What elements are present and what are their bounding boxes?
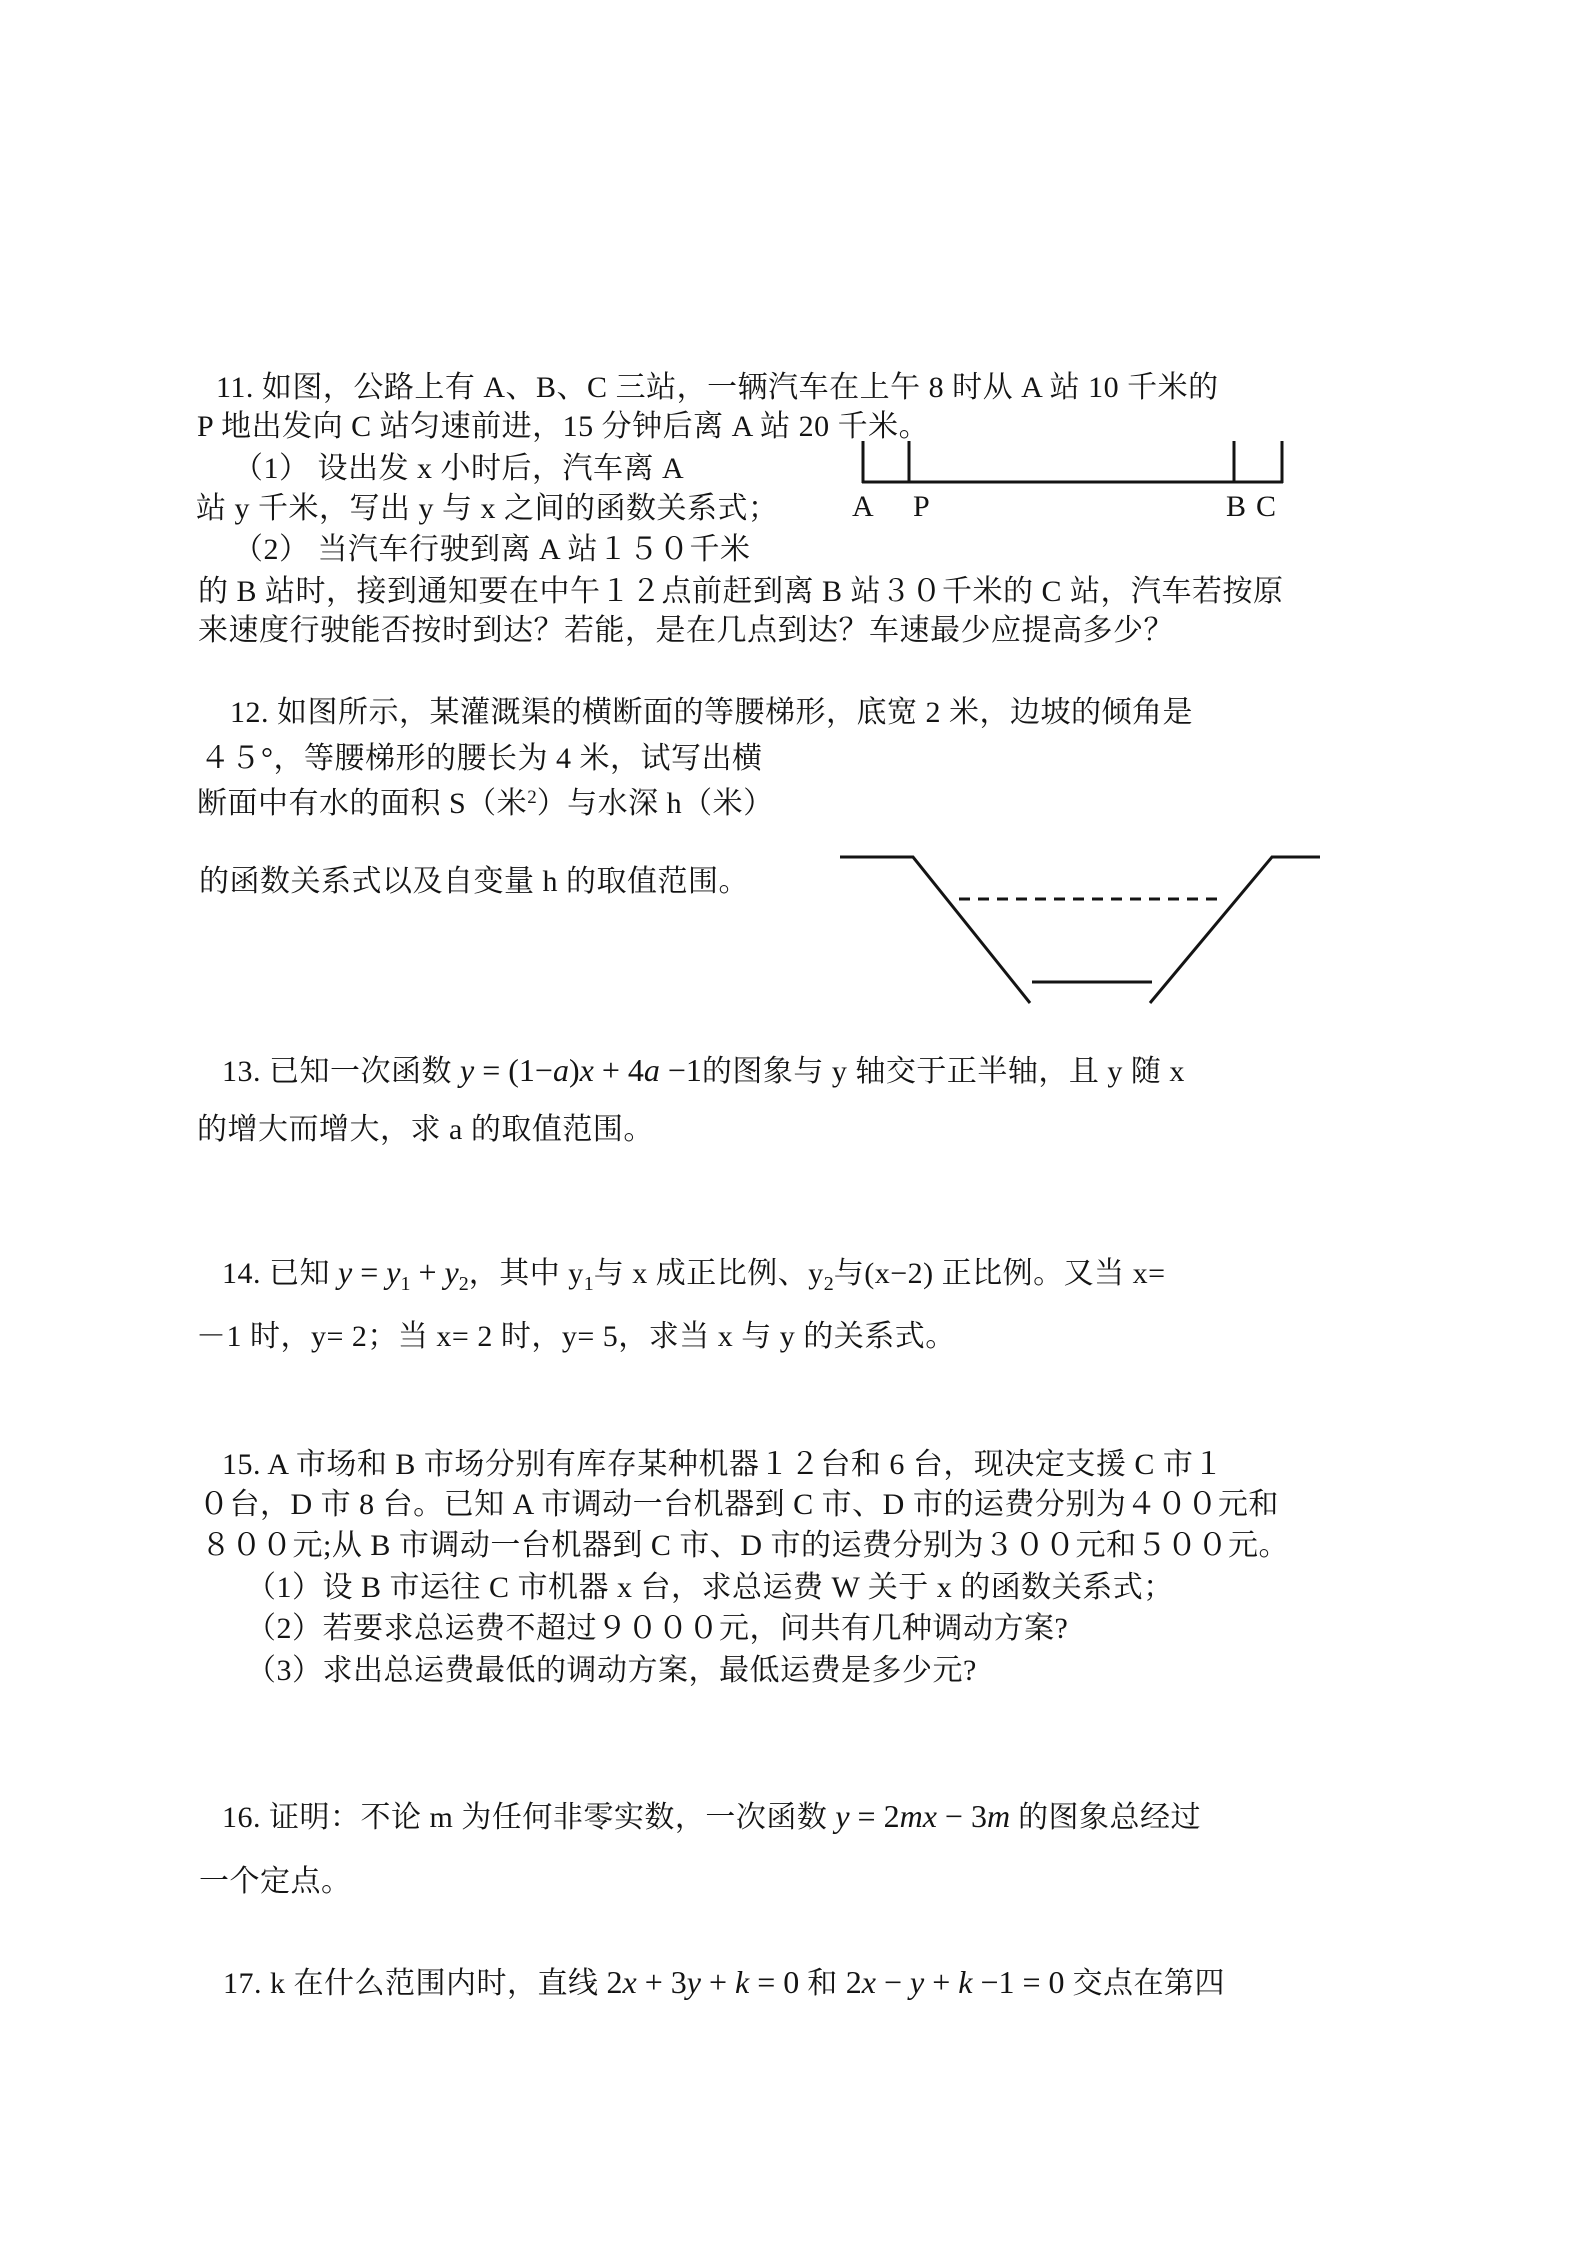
road-label-a: A (852, 490, 874, 523)
road-label-c: C (1256, 490, 1277, 523)
problem-13-line-1: 13. 已知一次函数 y = (1−a)x + 4a −1的图象与 y 轴交于正半轴，且 y 随 x (222, 1052, 1185, 1088)
problem-12-line-4: 的函数关系式以及自变量 h 的取值范围。 (199, 865, 749, 898)
problem-11-line-6: 的 B 站时，接到通知要在中午１２点前赶到离 B 站３０千米的 C 站，汽车若按原 (198, 575, 1284, 608)
road-label-p: P (913, 490, 930, 523)
problem-14-line-2: －1 时，y= 2；当 x= 2 时，y= 5，求当 x 与 y 的关系式。 (196, 1320, 956, 1353)
problem-15-line-1: 15. A 市场和 B 市场分别有库存某种机器１２台和 6 台，现决定支援 C 市１ (222, 1448, 1224, 1481)
problem-11-line-5: （2） 当汽车行驶到离 A 站１５０千米 (233, 533, 751, 566)
trapezoid-right-bank (1150, 857, 1320, 1003)
trapezoid-left-bank (840, 857, 1030, 1003)
trapezoid-diagram (840, 857, 1320, 1003)
road-label-b: B (1226, 490, 1247, 523)
problem-15-line-2: ０台，D 市 8 台。已知 A 市调动一台机器到 C 市、D 市的运费分别为４００元和 (199, 1488, 1279, 1521)
problem-11-line-7: 来速度行驶能否按时到达？若能，是在几点到达？车速最少应提高多少？ (198, 614, 1174, 647)
problem-17-line-1: 17. k 在什么范围内时，直线 2x + 3y + k = 0 和 2x − y + k −1 = 0 交点在第四 (223, 1964, 1226, 2000)
problem-11-line-4: 站 y 千米，写出 y 与 x 之间的函数关系式； (196, 492, 779, 525)
problem-13-line-2: 的增大而增大，求 a 的取值范围。 (197, 1113, 654, 1146)
problem-11-line-1: 11. 如图，公路上有 A、B、C 三站，一辆汽车在上午 8 时从 A 站 10 千米的 (216, 371, 1219, 404)
problem-15-line-4: （1）设 B 市运往 C 市机器 x 台，求总运费 W 关于 x 的函数关系式； (246, 1571, 1174, 1604)
problem-15-line-5: （2）若要求总运费不超过９０００元，问共有几种调动方案? (246, 1612, 1069, 1645)
problem-11-line-3: （1） 设出发 x 小时后，汽车离 A (233, 452, 685, 485)
problem-12-line-3: 断面中有水的面积 S（米$^2$）与水深 h（米） (197, 787, 774, 820)
problem-15-line-3: ８００元;从 B 市调动一台机器到 C 市、D 市的运费分别为３００元和５００元。 (201, 1529, 1290, 1562)
problem-11-line-2: P 地出发向 C 站匀速前进，15 分钟后离 A 站 20 千米。 (197, 410, 930, 443)
problem-15-line-6: （3）求出总运费最低的调动方案，最低运费是多少元? (246, 1654, 977, 1687)
road-diagram (862, 441, 1283, 483)
problem-12-line-1: 12. 如图所示，某灌溉渠的横断面的等腰梯形，底宽 2 米，边坡的倾角是 (230, 696, 1193, 729)
problem-14-line-1: 14. 已知 $y = y_1 + y_2$，其中 $y_1$与 x 成正比例、$y_2$与(x−2) 正比例。又当 x= (222, 1254, 1166, 1295)
problem-16-line-1: 16. 证明：不论 m 为任何非零实数，一次函数 y = 2mx − 3m 的图象总经过 (222, 1798, 1202, 1834)
problem-12-line-2: ４５°，等腰梯形的腰长为 4 米，试写出横 (200, 742, 763, 775)
problem-16-line-2: 一个定点。 (199, 1865, 352, 1898)
